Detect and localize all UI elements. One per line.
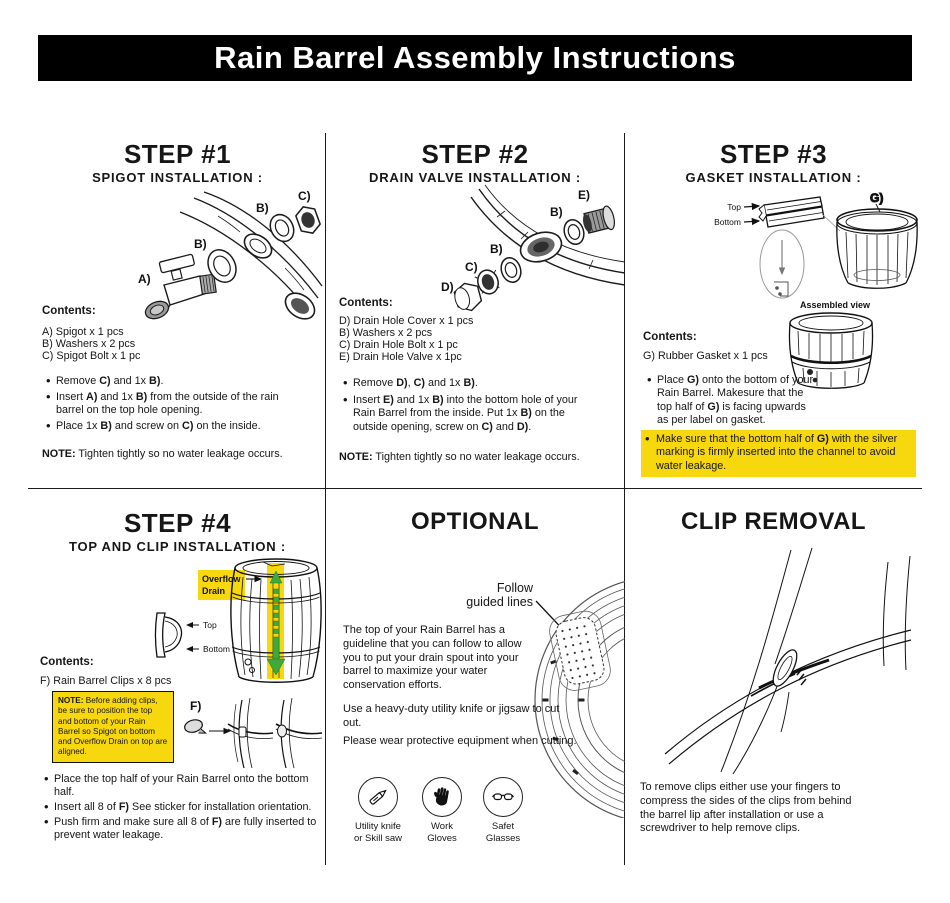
utility-knife-icon (358, 777, 398, 817)
part-label-e: E) (578, 188, 590, 202)
clip-top-label: Top (203, 620, 217, 630)
clip-bottom-label: Bottom (203, 644, 230, 654)
clip-profile-drawing (156, 613, 182, 657)
callout-line: Follow (496, 581, 533, 595)
step4-subtitle: TOP AND CLIP INSTALLATION : (68, 539, 287, 554)
gasket-bottom-label: Bottom (714, 217, 741, 227)
panel-step1 (30, 133, 325, 488)
safety-label: Glasses (485, 832, 521, 844)
optional-paragraph: The top of your Rain Barrel has a guideline that you can follow to allow you to put your drain spout into your barrel to maximize your water conservation efforts. (343, 624, 522, 692)
contents-line: B) Washers x 2 pcs (339, 327, 433, 339)
step4-barrel-diagram (145, 555, 325, 690)
step2-diagram (393, 183, 625, 330)
contents-line: A) Spigot x 1 pcs (42, 326, 124, 338)
assembled-view-caption: Assembled view (799, 300, 871, 310)
part-label-f: F) (190, 699, 202, 713)
step2-title: STEP #2 (421, 139, 529, 169)
step4-title: STEP #4 (123, 508, 232, 538)
contents-line: C) Spigot Bolt x 1 pc (42, 350, 141, 362)
part-label-a: A) (138, 272, 151, 286)
washer-drawing (561, 217, 587, 247)
part-label-b: B) (194, 237, 207, 251)
spigot-bolt-drawing (294, 203, 322, 236)
step3-title: STEP #3 (719, 139, 828, 169)
step3-contents-heading: Contents: (643, 331, 697, 343)
page-title: Rain Barrel Assembly Instructions (38, 35, 912, 81)
step3-bullet: • Place G) onto the bottom of your Rain Barrel. Makesure that the top half of G) is facing upwards as per label on gasket. (645, 374, 815, 427)
part-label-c: C) (298, 189, 311, 203)
clip-drawing (183, 718, 205, 738)
step4-clip-insert-diagram (178, 698, 325, 773)
step1-note: NOTE: Tighten tightly so no water leakage occurs. (42, 448, 283, 460)
clip-removal-title: CLIP REMOVAL (680, 508, 867, 535)
safety-label: Utility knife (355, 821, 401, 832)
step3-diagram (640, 186, 920, 404)
work-gloves-icon (422, 777, 462, 817)
safety-label: Work (431, 821, 453, 832)
part-label-b: B) (256, 201, 269, 215)
washer-drawing (498, 255, 524, 285)
step3-subtitle: GASKET INSTALLATION : (685, 170, 862, 185)
callout-line: guided lines (466, 595, 533, 609)
step2-bullet: • Remove D), C) and 1x B). (341, 377, 608, 390)
contents-line: G) Rubber Gasket x 1 pcs (643, 350, 768, 362)
safety-glasses-icon (483, 777, 523, 817)
contents-line: C) Drain Hole Bolt x 1 pc (339, 339, 458, 351)
step1-diagram (130, 188, 325, 338)
open-barrel-drawing (837, 191, 917, 288)
drain-hole-valve-drawing (581, 205, 617, 236)
overflow-drain-label: Overflow (202, 574, 241, 584)
safety-item-safety-glasses (465, 777, 541, 844)
step4-bullet: • Push firm and make sure all 8 of F) are fully inserted to prevent water leakage. (42, 816, 326, 843)
washer-drawing (266, 210, 299, 245)
step2-bullet: • Insert E) and 1x B) into the bottom hole of your Rain Barrel from the inside. Put 1x B) on the outside opening, screw on C) and D). (341, 394, 601, 434)
panel-optional (325, 488, 625, 865)
part-label-b: B) (490, 242, 503, 256)
top-hole (240, 229, 276, 263)
step2-subtitle: DRAIN VALVE INSTALLATION : (369, 170, 581, 185)
panel-step4 (30, 488, 325, 865)
panel-step2 (325, 133, 625, 488)
step4-note-box: NOTE: Before adding clips, be sure to position the top and bottom of your Rain Barrel so Spigot on bottom and Overflow Drain on top are aligned. (52, 691, 174, 763)
safety-label: or Skill saw (353, 832, 403, 844)
optional-title: OPTIONAL (411, 508, 539, 535)
barrel-top-rings (535, 577, 625, 818)
gasket-profile-drawing (759, 197, 824, 227)
step3-bullet-highlighted: • Make sure that the bottom half of G) with the silver marking is firmly inserted into the channel to avoid water leakage. (641, 430, 916, 477)
clip-removal-paragraph: To remove clips either use your fingers to compress the sides of the clips from behind the barrel lip after installation or use a screwdriver to help remove clips. (640, 781, 852, 835)
barrel-seam-drawing (228, 698, 322, 768)
safety-label: Gloves (427, 832, 457, 844)
drain-hole (517, 227, 566, 267)
safety-label: Safet (491, 821, 515, 832)
guided-cut-region (547, 608, 614, 693)
contents-line: B) Washers x 2 pcs (42, 338, 136, 350)
step1-title: STEP #1 (123, 139, 232, 169)
panel-step3 (625, 133, 922, 488)
step1-bullet: • Insert A) and 1x B) from the outside of the rain barrel on the top hole opening. (44, 391, 308, 418)
step4-contents-heading: Contents: (40, 656, 94, 668)
step1-contents-heading: Contents: (42, 305, 96, 317)
guided-lines-callout (449, 581, 533, 609)
contents-line: E) Drain Hole Valve x 1pc (339, 351, 462, 363)
contents-line: D) Drain Hole Cover x 1 pcs (339, 315, 474, 327)
step2-note: NOTE: Tighten tightly so no water leakage occurs. (339, 451, 580, 463)
clip-drawing (769, 647, 802, 690)
part-label-c: C) (465, 260, 478, 274)
step4-bullet: • Insert all 8 of F) See sticker for installation orientation. (42, 801, 336, 814)
gasket-top-label: Top (727, 202, 741, 212)
optional-paragraph: Please wear protective equipment when cutting. (343, 735, 577, 747)
overflow-drain-label: Drain (202, 586, 226, 596)
step2-contents-heading: Contents: (339, 297, 393, 309)
contents-line: F) Rain Barrel Clips x 8 pcs (40, 675, 172, 687)
barrel-top-view-diagram (528, 573, 625, 818)
step1-bullet: • Place 1x B) and screw on C) on the inside. (44, 420, 311, 433)
step1-bullet: • Remove C) and 1x B). (44, 375, 311, 388)
optional-paragraph: Use a heavy-duty utility knife or jigsaw to cut out. (343, 703, 560, 729)
part-label-g: G) (870, 191, 884, 205)
panel-clip-removal (625, 488, 922, 865)
spigot-drawing (143, 254, 216, 322)
clip-removal-diagram (663, 546, 915, 778)
step1-subtitle: SPIGOT INSTALLATION : (92, 170, 263, 185)
part-label-d: D) (441, 280, 454, 294)
step4-bullet: • Place the top half of your Rain Barrel onto the bottom half. (42, 773, 314, 800)
part-label-b: B) (550, 205, 563, 219)
